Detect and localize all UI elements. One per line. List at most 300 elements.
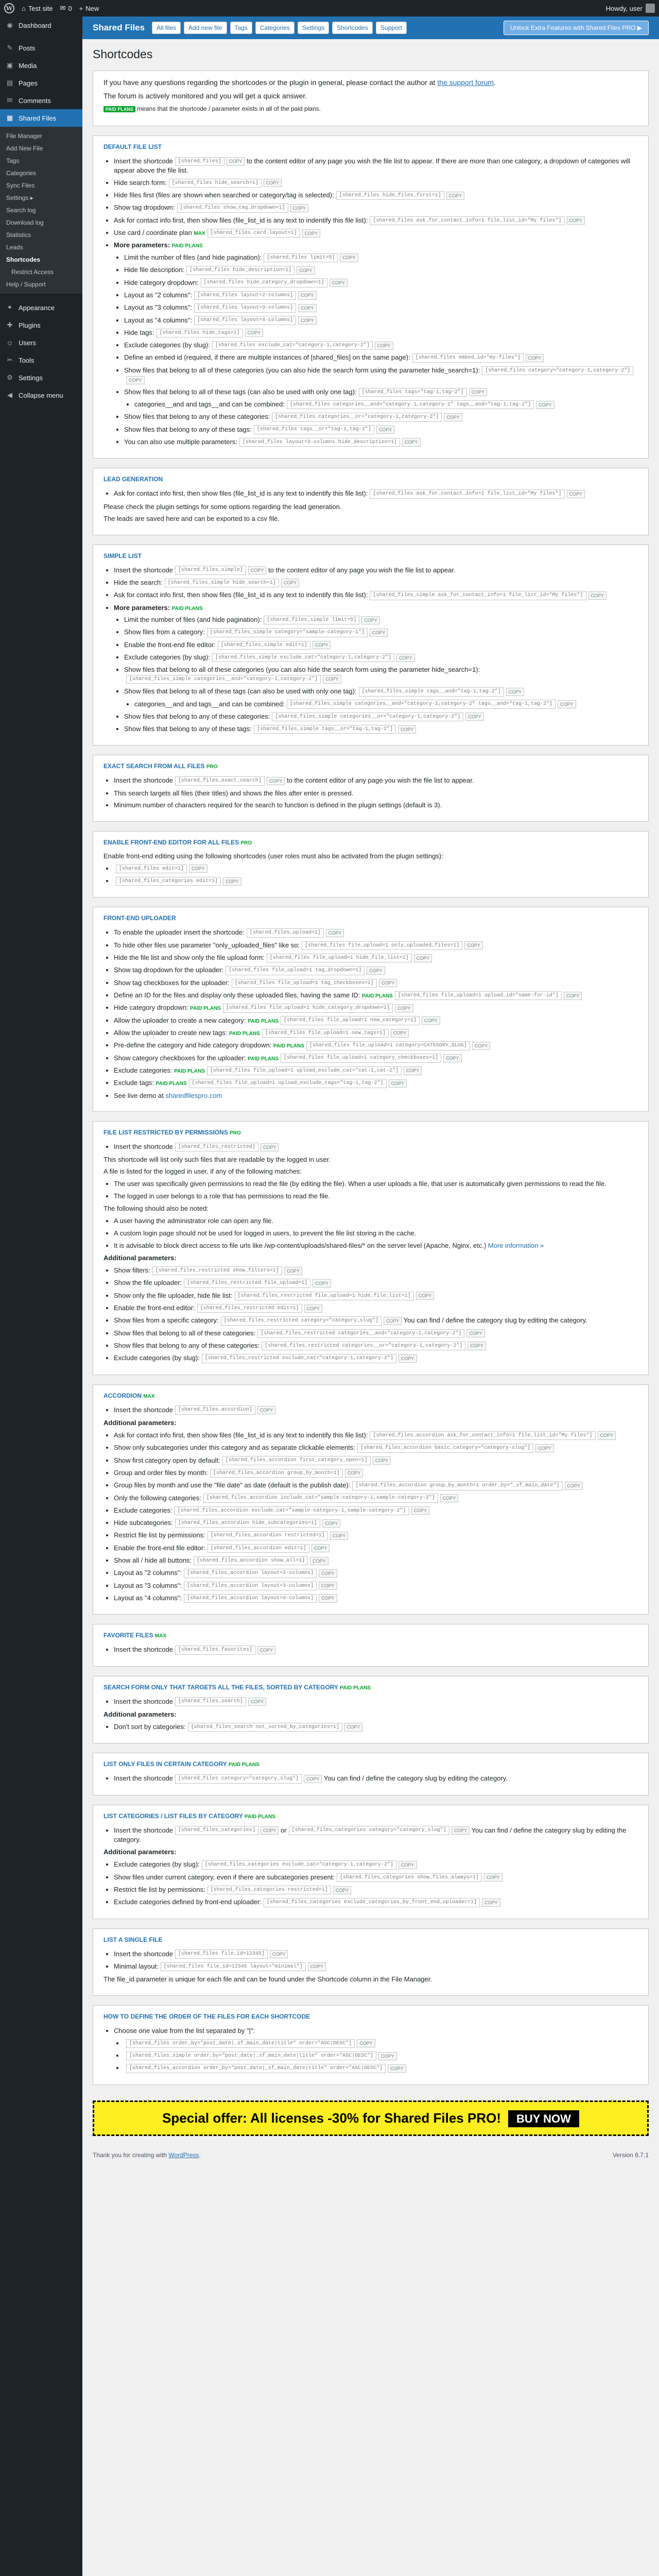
list-item — [114, 801, 638, 810]
copy-button[interactable]: COPY — [257, 1646, 276, 1654]
item-text: Group files by month and use the "file date" as date (default is the publish date): — [114, 1481, 351, 1489]
section-default-file-list — [93, 135, 649, 459]
section-title-text: LEAD GENERATION — [103, 476, 163, 483]
section-title-text: DEFAULT FILE LIST — [103, 143, 162, 150]
item-text: Enable the front-end editor: — [114, 1304, 195, 1312]
section-badge: MAX — [154, 1633, 167, 1639]
section-badge: PRO — [206, 764, 218, 770]
plan-badge: PAID PLANS — [155, 1081, 187, 1087]
section-title — [103, 1812, 638, 1820]
item-text: Restrict file list by permissions: — [114, 1886, 205, 1894]
copy-button[interactable]: COPY — [558, 700, 576, 708]
header-button-all-files[interactable]: All files — [152, 22, 181, 34]
copy-button[interactable]: COPY — [472, 1042, 491, 1050]
copy-button[interactable]: COPY — [444, 413, 462, 421]
copy-button[interactable]: COPY — [567, 216, 585, 225]
shortcode-code: [shared_files hide_category_dropdown=1] — [201, 278, 327, 287]
copy-button[interactable]: COPY — [326, 929, 344, 937]
list-item — [124, 665, 638, 684]
copy-button[interactable]: COPY — [467, 1342, 486, 1350]
item-text: Use card / coordinate plan — [114, 229, 192, 237]
section-title-text: LIST A SINGLE FILE — [103, 1936, 163, 1943]
copy-button[interactable]: COPY — [379, 979, 397, 987]
section-note: A file is listed for the logged in user, if any of the following matches: — [103, 1167, 302, 1176]
copy-button[interactable]: COPY — [313, 1279, 331, 1287]
shortcode-code: [shared_files edit=1] — [116, 865, 187, 874]
shortcode-code: [shared_files categories__and="category-1,category-2" tags__and="tag-1,tag-2"] — [287, 400, 534, 410]
copy-button[interactable]: COPY — [313, 641, 331, 649]
header-button-shortcodes[interactable]: Shortcodes — [332, 22, 373, 34]
menu-item-comments[interactable] — [0, 92, 82, 109]
list-item — [124, 640, 638, 650]
copy-button[interactable]: COPY — [452, 1826, 470, 1835]
copy-button[interactable]: COPY — [319, 1594, 337, 1602]
copy-button[interactable]: COPY — [340, 253, 358, 262]
section-title — [103, 762, 638, 770]
list-item — [114, 1216, 638, 1226]
section-title-text: LIST ONLY FILES IN CERTAIN CATEGORY — [103, 1760, 227, 1768]
item-list — [103, 1179, 638, 1200]
shortcode-code: [shared_files_categories exclude_categories_by_front_end_uploader=1] — [264, 1898, 480, 1907]
shortcode-code: [shared_files file_id=12345] — [175, 1950, 268, 1959]
copy-button[interactable]: COPY — [189, 865, 207, 873]
copy-button[interactable]: COPY — [422, 1016, 440, 1025]
header-button-categories[interactable]: Categories — [255, 22, 294, 34]
copy-button[interactable]: COPY — [373, 1456, 391, 1465]
copy-button[interactable]: COPY — [535, 1444, 554, 1452]
copy-button[interactable]: COPY — [319, 1582, 337, 1590]
new-content-link[interactable] — [79, 5, 99, 12]
copy-button[interactable]: COPY — [223, 877, 241, 886]
item-list — [103, 566, 638, 734]
copy-button[interactable]: COPY — [322, 1519, 341, 1528]
copy-button[interactable]: COPY — [440, 1494, 459, 1502]
page-title: Shortcodes — [93, 47, 153, 61]
shortcode-code: [shared_files_simple order_by="post_date|_sf_main_date|title" order="ASC|DESC"] — [126, 2052, 376, 2061]
menu-item-media[interactable] — [0, 57, 82, 74]
submenu-item[interactable]: Settings ▸ — [6, 194, 33, 201]
item-list — [103, 1216, 638, 1250]
list-item — [114, 1003, 638, 1012]
shortcode-code: [shared_files_simple categories__or="category-1,category-2"] — [272, 713, 463, 722]
list-item — [114, 1468, 638, 1478]
avatar — [646, 4, 655, 13]
copy-button[interactable]: COPY — [446, 192, 465, 200]
section-how-to-define-the-order-of-the-files-for-each-shortcode — [93, 2005, 649, 2084]
copy-button[interactable]: COPY — [245, 329, 264, 337]
offer-text: Special offer: All licenses -30% for Shared Files PRO! — [162, 2110, 501, 2126]
shortcode-code: [shared_files_categories category="category_slug"] — [289, 1826, 449, 1835]
support-forum-link[interactable]: the support forum — [437, 78, 494, 87]
copy-button[interactable]: COPY — [465, 713, 484, 721]
copy-button[interactable]: COPY — [319, 1569, 337, 1578]
section-title-text: FILE LIST RESTRICTED BY PERMISSIONS — [103, 1129, 228, 1137]
submenu-item[interactable]: Add New File — [6, 145, 43, 152]
copy-button[interactable]: COPY — [506, 688, 525, 696]
copy-button[interactable]: COPY — [416, 1292, 435, 1300]
shortcode-code: [shared_files_accordion exclude_cat="sample-category-1,sample-category-2"] — [174, 1506, 409, 1516]
copy-button[interactable]: COPY — [564, 992, 582, 1000]
copy-button[interactable]: COPY — [248, 566, 267, 574]
copy-button[interactable]: COPY — [333, 1886, 352, 1894]
list-item — [114, 1028, 638, 1038]
copy-button[interactable]: COPY — [469, 388, 488, 396]
copy-button[interactable]: COPY — [298, 316, 317, 325]
menu-label: Shared Files — [19, 114, 56, 122]
list-item — [114, 157, 638, 175]
header-button-tags[interactable]: Tags — [230, 22, 252, 34]
plugin-header — [82, 16, 659, 39]
copy-button[interactable]: COPY — [281, 579, 300, 587]
list-item — [114, 1962, 638, 1971]
section-note: The leads are saved here and can be exported to a csv file. — [103, 514, 280, 522]
list-item — [114, 928, 638, 937]
tools-icon: ✂ — [7, 356, 13, 364]
submenu-item[interactable]: File Manager — [6, 132, 43, 140]
item-description: to the content editor of any page you wish the file list to appear. — [287, 776, 474, 785]
copy-button[interactable]: COPY — [526, 354, 544, 362]
shortcode-code: [shared_files file_upload=1 tag_dropdown=1] — [226, 966, 365, 975]
item-text: Layout as "2 columns": — [114, 1569, 182, 1577]
section-badge: PAID PLANS — [340, 1685, 371, 1691]
copy-button[interactable]: COPY — [464, 941, 483, 950]
menu-item-dashboard[interactable] — [0, 16, 82, 34]
copy-button[interactable]: COPY — [270, 1950, 288, 1958]
list-item — [114, 1091, 638, 1100]
copy-button[interactable]: COPY — [378, 2052, 397, 2060]
copy-button[interactable]: COPY — [304, 1775, 322, 1783]
list-item — [114, 1860, 638, 1869]
item-list — [103, 1405, 638, 1415]
copy-button[interactable]: COPY — [126, 376, 145, 384]
shortcode-code: [shared_files file_upload=1 only_uploaded_files=1] — [302, 941, 462, 951]
copy-button[interactable]: COPY — [297, 266, 315, 275]
shortcode-code: [shared_files_search not_sorted_by_categories=1] — [188, 1723, 342, 1732]
menu-item-plugins[interactable] — [0, 316, 82, 334]
menu-item-pages[interactable] — [0, 74, 82, 92]
item-list — [103, 1774, 638, 1783]
list-item — [114, 1341, 638, 1350]
main-content — [82, 16, 659, 2164]
item-text: Allow the uploader to create new tags: — [114, 1028, 228, 1037]
list-item — [114, 1885, 638, 1894]
submenu-item[interactable]: Leads — [6, 244, 23, 251]
menu-item-tools[interactable] — [0, 351, 82, 369]
submenu-item[interactable]: Statistics — [6, 231, 31, 239]
list-item — [114, 1556, 638, 1565]
shortcode-code: [shared_files_accordion layout=3-columns] — [184, 1582, 317, 1591]
copy-button[interactable]: COPY — [536, 401, 554, 409]
item-link[interactable]: More information » — [488, 1241, 544, 1249]
item-text: Show first category open by default: — [114, 1456, 220, 1464]
copy-button[interactable]: COPY — [290, 204, 309, 212]
list-item — [114, 1241, 638, 1250]
item-list — [103, 1722, 638, 1732]
copy-button[interactable]: COPY — [482, 1899, 500, 1907]
section-enable-front-end-editor-for-all-files — [93, 831, 649, 898]
shortcode-code: [shared_files_categories show_files_always=1] — [337, 1873, 482, 1883]
copy-button[interactable]: COPY — [308, 1962, 326, 1971]
copy-button[interactable]: COPY — [345, 1469, 363, 1477]
list-item — [114, 590, 638, 600]
item-text: Minimal layout: — [114, 1962, 159, 1970]
header-button-add-new-file[interactable]: Add new file — [184, 22, 227, 34]
copy-button[interactable]: COPY — [261, 1143, 279, 1151]
item-text: Show files from a category: — [124, 628, 205, 636]
list-item — [114, 1897, 638, 1907]
item-text: Show files that belong to all of these tags (can also be used with only one tag): — [124, 687, 357, 696]
header-button-settings[interactable]: Settings — [298, 22, 329, 34]
list-item — [124, 291, 638, 300]
plan-badge: PAID PLANS — [190, 1006, 221, 1012]
plugins-icon: ✚ — [7, 321, 13, 329]
copy-button[interactable]: COPY — [310, 1557, 328, 1565]
plan-badge: PAID PLANS — [248, 1056, 279, 1062]
section-exact-search-from-all-files — [93, 755, 649, 821]
list-item — [114, 216, 638, 225]
list-item — [114, 978, 638, 988]
shortcode-code: [shared_files_simple limit=5] — [264, 616, 359, 625]
submenu-item[interactable]: Tags — [6, 157, 20, 164]
copy-button[interactable]: COPY — [411, 1506, 430, 1515]
list-item — [114, 2026, 638, 2073]
shortcode-code: [shared_files_simple] — [175, 566, 246, 575]
copy-button[interactable]: COPY — [443, 1054, 462, 1062]
list-item — [114, 603, 638, 734]
shortcode-code: [shared_files_categories restricted=1] — [207, 1886, 331, 1895]
submenu-item[interactable]: Help / Support — [6, 281, 46, 288]
section-title-text: ACCORDION — [103, 1392, 142, 1399]
plan-badge: PAID PLANS — [248, 1018, 279, 1024]
copy-button[interactable]: COPY — [257, 1406, 276, 1414]
list-item — [114, 1329, 638, 1338]
item-text: Layout as "4 columns": — [124, 316, 193, 324]
shortcode-code: [shared_files_accordion group_by_month=1 order_by="_sf_main_date"] — [352, 1481, 562, 1490]
shortcode-code: [shared_files tags="tag-1,tag-2"] — [359, 388, 467, 397]
list-item — [114, 1278, 638, 1287]
copy-button[interactable]: COPY — [466, 1329, 485, 1337]
copy-button[interactable]: COPY — [588, 591, 607, 600]
list-item — [124, 653, 638, 662]
pages-icon: ▤ — [6, 79, 13, 87]
section-title-text: LIST CATEGORIES / LIST FILES BY CATEGORY — [103, 1812, 243, 1820]
menu-label: Comments — [19, 96, 51, 105]
section-title — [103, 2013, 638, 2020]
copy-button[interactable]: COPY — [264, 179, 282, 187]
menu-item-settings[interactable] — [0, 369, 82, 386]
list-item — [114, 1494, 638, 1503]
my-account-menu[interactable] — [606, 4, 655, 13]
buy-now-button[interactable]: BUY NOW — [508, 2110, 579, 2127]
copy-button[interactable]: COPY — [367, 967, 385, 975]
item-text: Don't sort by categories: — [114, 1722, 186, 1731]
item-text: Ask for contact info first, then show files (file_list_id is any text to indentify this file list): — [114, 1431, 368, 1439]
shortcode-code: [shared_files file_upload=1 hide_file_list=1] — [267, 954, 412, 963]
item-text: Show files that belong to any of these categories: — [124, 413, 270, 421]
shortcode-code: [shared_files_simple categories__and="category-1,category-2"] — [126, 675, 321, 684]
section-title — [103, 1392, 638, 1399]
shortcode-code: [shared_files] — [175, 157, 224, 166]
wordpress-logo-menu[interactable] — [4, 3, 14, 13]
menu-label: Posts — [19, 44, 36, 52]
copy-button[interactable]: COPY — [404, 1066, 422, 1075]
section-title — [103, 552, 638, 560]
item-text: Hide the search: — [114, 578, 163, 586]
submenu-item[interactable]: Sync Files — [6, 182, 35, 189]
copy-button[interactable]: COPY — [598, 1431, 616, 1439]
copy-button[interactable]: COPY — [375, 342, 393, 350]
shortcode-code: [shared_files_simple tags__or="tag-1,tag-2"] — [254, 725, 396, 734]
copy-button[interactable]: COPY — [330, 279, 348, 287]
section-title — [103, 1632, 638, 1639]
copy-button[interactable]: COPY — [388, 2064, 406, 2073]
sub-list — [114, 615, 638, 734]
list-item — [114, 864, 638, 873]
menu-item-shared-files[interactable] — [0, 109, 82, 127]
item-link[interactable]: sharedfilespro.com — [165, 1091, 222, 1099]
list-item — [124, 265, 638, 275]
copy-button[interactable]: COPY — [344, 1723, 363, 1731]
copy-button[interactable]: COPY — [384, 1317, 402, 1325]
copy-button[interactable]: COPY — [398, 1861, 417, 1869]
badge-explanation: means that the shortcode / parameter exists in all of the paid plans. — [137, 105, 321, 112]
item-text: Define an ID for the files and display only these uploaded files, having the same ID: — [114, 991, 360, 999]
item-text: Exclude categories (by slug): — [124, 341, 210, 349]
shortcode-code: [shared_files_simple ask_for_contact_info=1 file_list_id="My files"] — [370, 591, 586, 600]
item-text: Hide the file list and show only the file upload form: — [114, 954, 265, 962]
menu-item-users[interactable] — [0, 334, 82, 351]
copy-button[interactable]: COPY — [484, 1873, 502, 1882]
shared-files-icon: ▦ — [6, 114, 13, 122]
list-item — [114, 228, 638, 238]
copy-button[interactable]: COPY — [398, 1354, 417, 1363]
item-text: Show tag dropdown: — [114, 204, 175, 212]
item-text: Show files that belong to any of these tags: — [124, 725, 252, 733]
copy-button[interactable]: COPY — [323, 675, 341, 683]
copy-button[interactable]: COPY — [248, 1698, 267, 1706]
copy-button[interactable]: COPY — [311, 1544, 330, 1552]
section-list-a-single-file — [93, 1928, 649, 1996]
item-text: Show filters: — [114, 1266, 150, 1275]
item-text: Show files that belong to all of these categories: — [114, 1329, 256, 1337]
list-item — [124, 278, 638, 287]
copy-button[interactable]: COPY — [227, 157, 245, 165]
item-list — [103, 1142, 638, 1151]
copy-button[interactable]: COPY — [376, 426, 395, 434]
section-title-text: SIMPLE LIST — [103, 552, 142, 560]
site-name-link[interactable] — [22, 5, 53, 12]
section-title — [103, 914, 638, 922]
copy-button[interactable]: COPY — [302, 229, 321, 238]
special-offer-banner[interactable] — [93, 2100, 649, 2136]
menu-separator — [0, 34, 82, 39]
section-title — [103, 1760, 638, 1768]
submenu-item[interactable]: Search log — [6, 207, 36, 214]
item-text: Insert the shortcode — [114, 1826, 173, 1834]
copy-button[interactable]: COPY — [298, 304, 317, 312]
copy-button[interactable]: COPY — [261, 1826, 279, 1835]
item-text: Ask for contact info first, then show files (file_list_id is any text to indentify this file list): — [114, 489, 368, 498]
item-text: Ask for contact info first, then show files (file_list_id is any text to indentify this file list): — [114, 216, 368, 224]
section-intro: Enable front-end editing using the following shortcodes (user roles must also be activated from the plugin settings): — [103, 852, 443, 860]
intro-text: If you have any questions regarding the shortcodes or the plugin in general, please contact the author at — [103, 78, 436, 87]
copy-button[interactable]: COPY — [298, 291, 317, 299]
copy-button[interactable]: COPY — [402, 438, 421, 446]
unlock-pro-button[interactable]: Unlock Extra Features with Shared Files PRO ▶ — [504, 21, 649, 35]
copy-button[interactable]: COPY — [414, 954, 432, 962]
copy-button[interactable]: COPY — [304, 1304, 323, 1313]
shortcode-code: [shared_files_accordion ask_for_contact_info=1 file_list_id="My files"] — [370, 1431, 595, 1440]
copy-button[interactable]: COPY — [357, 2039, 375, 2047]
menu-item-appearance[interactable] — [0, 299, 82, 316]
header-button-support[interactable]: Support — [376, 22, 407, 34]
item-description: to the content editor of any page you wish the file list to appear. If there are more than one category, a dropdown of categories will appear above the file list. — [114, 157, 630, 175]
shortcode-code: [shared_files file_id=12345 layout="minimal"] — [161, 1962, 306, 1972]
copy-button[interactable]: COPY — [361, 616, 380, 624]
item-text: See live demo at — [114, 1091, 164, 1099]
item-text: A user having the administrator role can open any file. — [114, 1217, 274, 1225]
list-item — [114, 1722, 638, 1732]
copy-button[interactable]: COPY — [370, 629, 388, 637]
list-item — [124, 687, 638, 696]
list-item — [114, 1041, 638, 1050]
item-text: Hide category dropdown: — [124, 278, 199, 286]
item-text: Insert the shortcode — [114, 1143, 173, 1151]
submenu-item[interactable]: Categories — [6, 170, 37, 177]
shortcode-code: [shared_files file_upload=1 upload_exclude_tags="tag-1,tag-2"] — [189, 1079, 387, 1088]
shortcode-code: [shared_files_categories exclude_cat="category-1,category-2"] — [202, 1860, 396, 1870]
submenu-item[interactable]: Restrict Access — [11, 268, 54, 276]
section-list-only-files-in-certain-category — [93, 1753, 649, 1795]
item-text: categories__and and tags__and can be combined: — [134, 400, 285, 409]
list-item — [124, 353, 638, 362]
comments-link[interactable] — [60, 4, 72, 12]
menu-item-collapse-menu[interactable] — [0, 386, 82, 404]
copy-button[interactable]: COPY — [398, 725, 417, 734]
menu-label: Dashboard — [19, 21, 51, 29]
submenu-item[interactable]: Download log — [6, 219, 44, 226]
list-item — [114, 1291, 638, 1300]
section-badge: PAID PLANS — [228, 1762, 259, 1768]
list-item — [114, 1506, 638, 1515]
copy-button[interactable]: COPY — [267, 777, 285, 785]
copy-button[interactable]: COPY — [395, 1004, 413, 1012]
list-item — [134, 400, 638, 409]
shortcode-code: [shared_files file_upload=1 hide_category_dropdown=1] — [223, 1004, 393, 1013]
copy-button[interactable]: COPY — [284, 1267, 303, 1275]
list-item — [114, 1316, 638, 1325]
plan-badge: PAID PLANS — [171, 243, 203, 249]
list-item — [114, 1405, 638, 1415]
copy-button[interactable]: COPY — [396, 654, 415, 662]
item-list — [103, 1860, 638, 1907]
menu-item-posts[interactable] — [0, 39, 82, 57]
list-item — [124, 253, 638, 262]
copy-button[interactable]: COPY — [391, 1029, 409, 1037]
section-title-text: FRONT-END UPLOADER — [103, 914, 176, 922]
copy-button[interactable]: COPY — [330, 1532, 349, 1540]
copy-button[interactable]: COPY — [389, 1079, 407, 1088]
list-item — [114, 1066, 638, 1075]
shortcode-code: [shared_files_restricted] — [175, 1143, 258, 1152]
comment-count: 0 — [68, 4, 72, 12]
submenu-item[interactable]: Shortcodes — [6, 256, 41, 263]
item-description: to the content editor of any page you wish the file list to appear. — [268, 566, 456, 574]
shortcode-code: [shared_files exclude_cat="category-1,category-2"] — [212, 341, 373, 350]
wordpress-link[interactable]: WordPress — [168, 2151, 199, 2159]
copy-button[interactable]: COPY — [565, 1482, 583, 1490]
copy-button[interactable]: COPY — [567, 490, 585, 498]
